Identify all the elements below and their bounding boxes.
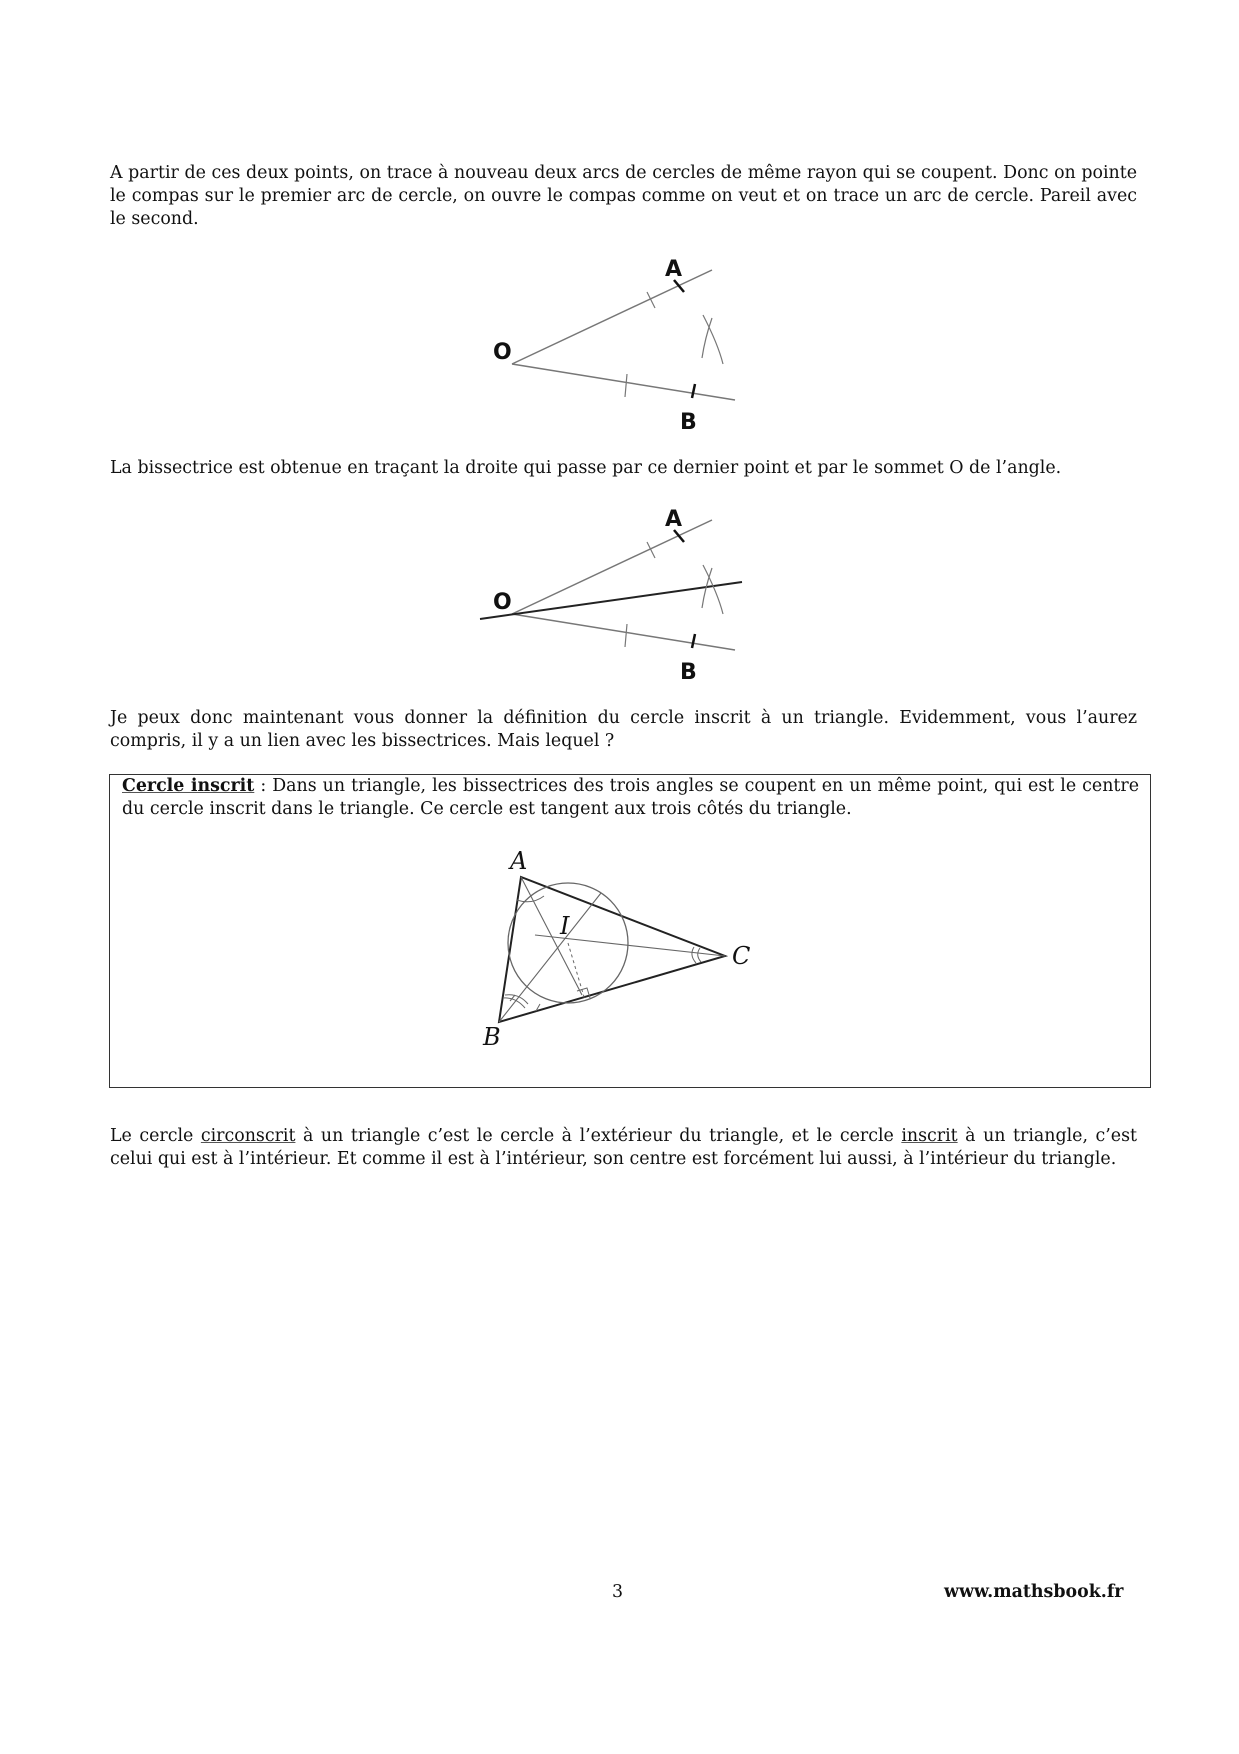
conclusion-part-3: à un triangle, c’est celui qui est à l’intérieur. Et comme il est à l’intérieur, son centre est forcément lui aussi, à l’intérieur du triangle. bbox=[110, 1126, 1137, 1169]
label-b: B bbox=[680, 410, 697, 435]
paragraph-conclusion bbox=[110, 1125, 1137, 1171]
bisector-a bbox=[521, 877, 582, 995]
paragraph-intro-definition: Je peux donc maintenant vous donner la définition du cercle inscrit à un triangle. Evidemment, vous l’aurez compris, il y a un lien avec les bissectrices. Mais lequel ? bbox=[110, 708, 1137, 751]
paragraph-arcs: A partir de ces deux points, on trace à nouveau deux arcs de cercles de même rayon qui se coupent. Donc on pointe le compas sur le premier arc de cercle, on ouvre le compas comme on veut et on trace un arc de cercle. Pareil avec le second. bbox=[110, 163, 1137, 229]
label-i: I bbox=[560, 912, 570, 940]
label-o: O bbox=[493, 590, 512, 615]
angle-mark-c bbox=[692, 947, 696, 963]
ray-ob bbox=[512, 364, 735, 400]
label-a: A bbox=[510, 847, 528, 875]
ray-ob bbox=[512, 614, 735, 650]
word-inscrit: inscrit bbox=[901, 1126, 958, 1146]
bisector-b bbox=[499, 893, 601, 1022]
conclusion-part-1: Le cercle bbox=[110, 1126, 201, 1146]
triangle-abc bbox=[499, 877, 725, 1022]
figure-bissectrice bbox=[480, 490, 760, 690]
conclusion-part-2: à un triangle c’est le cercle à l’extérieur du triangle, et le cercle bbox=[295, 1126, 902, 1146]
mark-b bbox=[692, 384, 695, 398]
figure-incircle bbox=[480, 845, 900, 1075]
definition-term: Cercle inscrit bbox=[122, 776, 255, 796]
ray-oa bbox=[512, 270, 712, 364]
label-c: C bbox=[732, 942, 751, 970]
label-b: B bbox=[483, 1023, 501, 1051]
tick-ob bbox=[625, 624, 627, 647]
figure-arcs bbox=[480, 240, 760, 440]
radius-perpendicular bbox=[568, 943, 585, 1000]
definition-text bbox=[122, 775, 1139, 821]
website-link[interactable]: www.mathsbook.fr bbox=[944, 1582, 1124, 1602]
tick-ob bbox=[625, 374, 627, 397]
word-circonscrit: circonscrit bbox=[200, 1126, 296, 1146]
angle-mark-c2 bbox=[698, 948, 701, 962]
label-b: B bbox=[680, 660, 697, 685]
mark-b bbox=[692, 634, 695, 648]
label-o: O bbox=[493, 340, 512, 365]
label-a: A bbox=[665, 257, 683, 282]
definition-body: : Dans un triangle, les bissectrices des trois angles se coupent en un même point, qui est le centre du cercle inscrit dans le triangle. Ce cercle est tangent aux trois côtés du triangle. bbox=[122, 776, 1139, 819]
paragraph-bissectrice: La bissectrice est obtenue en traçant la droite qui passe par ce dernier point et par le sommet O de l’angle. bbox=[110, 458, 1062, 478]
page-number: 3 bbox=[612, 1582, 624, 1602]
label-a: A bbox=[665, 507, 683, 532]
definition-box bbox=[109, 774, 1151, 1088]
